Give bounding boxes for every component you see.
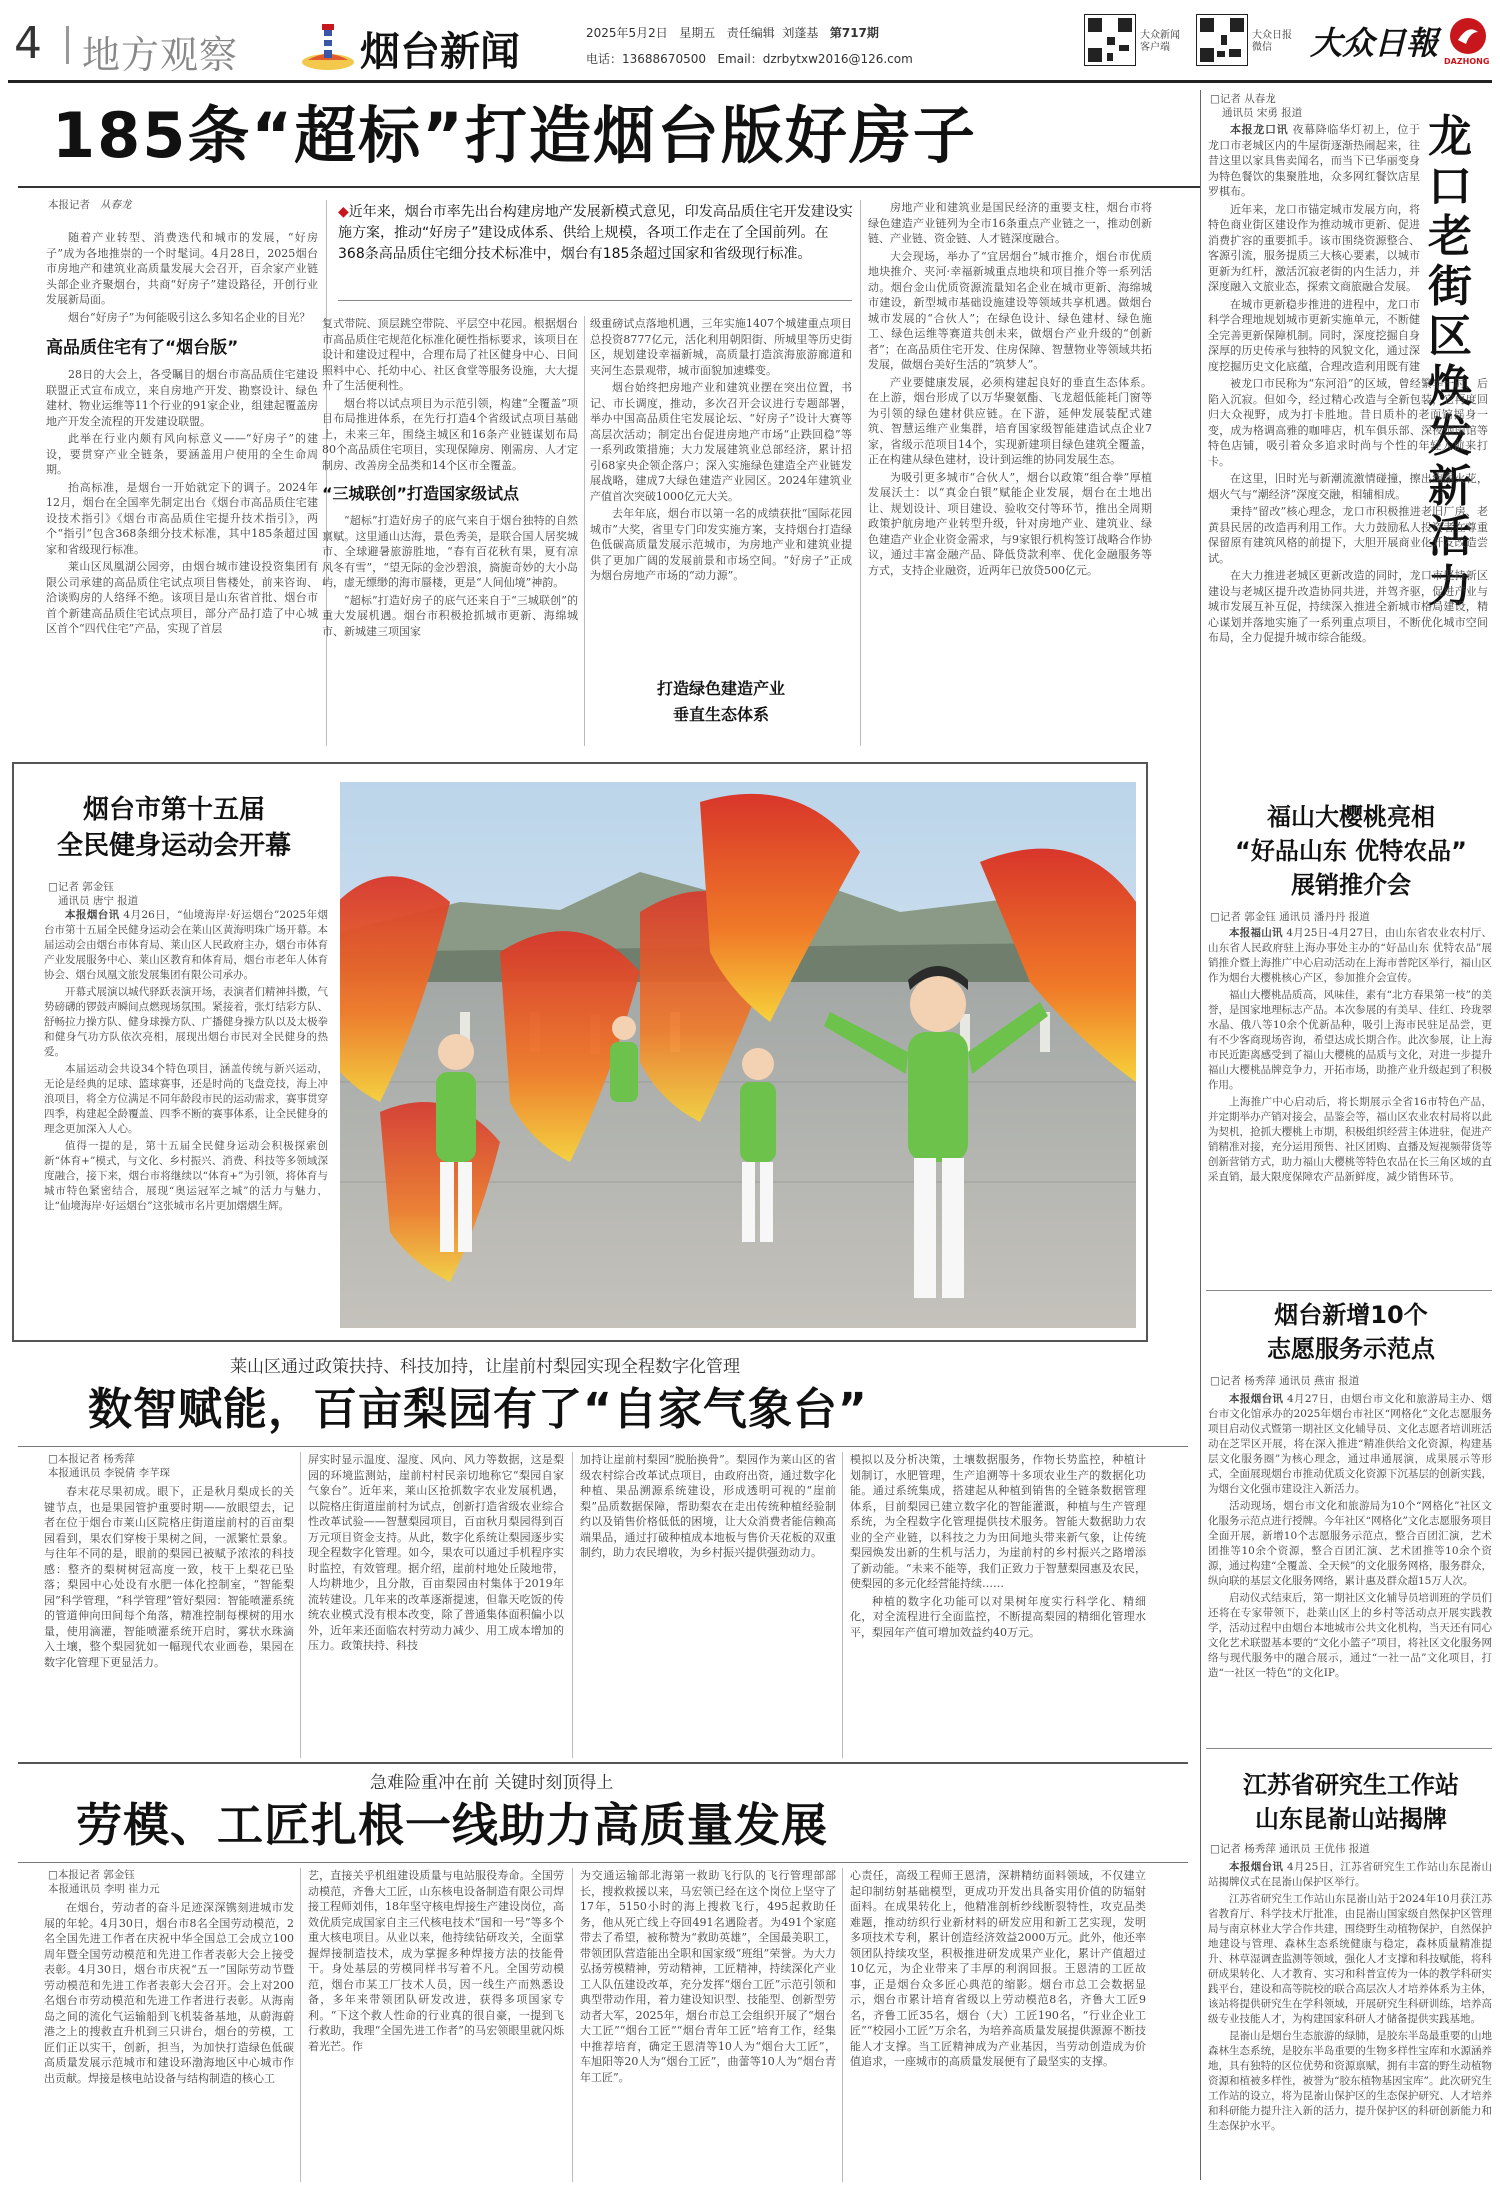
headline-line: “好品山东 优特农品” xyxy=(1235,837,1467,865)
article2-byline xyxy=(1210,92,1410,120)
paragraph xyxy=(1208,926,1492,986)
newspaper-logo: 大众日報 xyxy=(1310,24,1439,62)
contact-phone: 电话：13688670500 xyxy=(586,52,706,66)
masthead-rule xyxy=(8,80,1492,83)
column-divider xyxy=(300,1452,301,1758)
paragraph: 上海推广中心启动后，将长期展示全省16市特色产品，并定期举办产销对接会，品鉴会等，福山区农业农村局将以此为契机，抢抓大樱桃上市期，积极组织经营主体进驻，促进产销精准对接，充分运用预售、社区团购、直播及短视频带货等创新营销方式，助力福山大樱桃等特色农品在长三角区域的直采直销，最大限度保障农产品新鲜度，减少销售环节。 xyxy=(1208,1096,1492,1183)
article1-byline xyxy=(48,198,132,212)
paragraph xyxy=(1208,1392,1492,1497)
subheading: “三城联创”打造国家级试点 xyxy=(322,484,520,503)
paragraph xyxy=(44,908,328,983)
article6-byline xyxy=(48,1452,170,1480)
paragraph: 被龙口市民称为“东河沿”的区域，曾经繁华一时，后陷入沉寂。但如今，经过精心改造与全新包装，它再度回归大众视野，成为打卡胜地。昔日质朴的老面馆摇身一变，成为格调高雅的咖啡店，机车俱乐部、深夜烟雨馆等特色店铺，吸引着众多追求时尚与个性的年轻人前来打卡。 xyxy=(1208,377,1488,468)
paragraph: 在城市更新稳步推进的进程中，龙口市科学合理地规划城市更新实施单元，不断健全完善更新保障机制。同时，深度挖掘自身深厚的历史传承与独特的风貌文化，通过深度挖掘历史文化底蕴，合理改造利用既有建 xyxy=(1208,297,1420,372)
article7-col1 xyxy=(44,1900,294,2182)
paragraph: 心责任，高级工程师王恩清，深耕精纺面料领域，不仅建立起印制纺射基础模型，更成功开发出具备实用价值的防辐射面料。在成果转化上，他精准剖析纱线断裂特性，攻克品类难题，推动纺织行业新材料的研发应用和新工艺实现，发明多项技术专利，累计创造经济效益2000万元。此外，他还率领团队持续攻坚，积极推进研发成果产业化，累计产值超过10亿元，为企业带来了丰厚的利润回报。王恩清的工匠故事，正是烟台众多匠心典范的缩影。烟台市总工会数据显示，烟台市累计培育省级以上劳动模范8名，齐鲁大工匠9名，齐鲁工匠35名，烟台（大）工匠190名，“行业企业工匠”“校园小工匠”万余名，为培养高质量发展提供源源不断技能人才支撑。当工匠精神成为产业基因，当劳动创造成为价值追求，一座城市的高质量发展便有了最坚实的支撑。 xyxy=(850,1869,1146,2068)
paragraph: 为交通运输部北海第一救助飞行队的飞行管理部部长，搜救救援以来，马宏领已经在这个岗位上坚守了17年，5150小时的海上搜救飞行，495起救助任务，他从死亡线上夺回491名遇险者。为491个家庭带去了希望，被称赞为“救助英雄”，全国最美职工，带领团队营造能出全职和国家级“班组”荣誉。为大力弘扬劳模精神，劳动精神，工匠精神，持续深化产业工人队伍建设改革，充分发挥“烟台工匠”示范引领和典型带动作用，着力建设知识型、技能型、创新型劳动者大军，2025年，烟台市总工会组织开展了“烟台大工匠”“烟台工匠”“烟台青年工匠”培育工作，经集中推荐培育，确定王恩清等10人为“烟台大工匠”，车旭阳等20人为“烟台工匠”，曲蕾等10人为“烟台青年工匠”。 xyxy=(580,1869,836,2084)
paragraph: 此举在行业内颇有风向标意义——“好房子”的建设，要贯穿产业全链条，要涵盖用户使用的全生命周期。 xyxy=(46,432,318,476)
article8-body xyxy=(1208,1860,1492,2182)
paragraph: 在这里，旧时光与新潮流激情碰撞，擦出绚丽火花，烟火气与“潮经济”深度交融，相辅相成。 xyxy=(1208,472,1488,501)
paragraph: 模拟以及分析决策，土壤数据服务，作物长势监控，种植计划制订，水肥管理，生产追溯等十多项农业生产的数据化功能。通过系统集成，搭建起从种植到销售的全链条数据管理体系，目前梨园已建立数字化的智能灌溉，种植与生产管理系统，为全程数字化管理提供技术服务。智能大数据助力农业的全产业链，以科技之力为田间地头带来新气象，让传统梨园焕发出新的生机与活力，为崖前村的乡村振兴之路增添了新动能。“未来不能等，我们正致力于智慧梨园惠及农民，使梨园的多元化经营能持续…… xyxy=(850,1453,1146,1590)
article6-col4 xyxy=(850,1452,1146,1758)
masthead-info xyxy=(586,26,879,40)
paragraph: 种植的数字化功能可以对果树年度实行科学化、精细化，对全流程进行全面监控，不断提高梨园的精细化管理水平，梨园年产值可增加效益约40万元。 xyxy=(850,1594,1146,1639)
paragraph-text: 夜幕降临华灯初上，位于龙口市老城区内的牛屋街逐渐热闹起来，往昔这里以家具售卖闻名，而当下已华丽变身为特色餐饮的集聚胜地，众多网红餐饮店星罗棋布。 xyxy=(1208,123,1420,198)
article5-body xyxy=(1208,1392,1492,1740)
headline-line: 烟台市第十五届 xyxy=(82,795,265,825)
paragraph: 昆嵛山是烟台生态旅游的绿肺，是胶东半岛最重要的山地森林生态系统，是胶东半岛重要的生物多样性宝库和水源涵养地，具有独特的区位优势和资源禀赋，拥有丰富的野生动植物资源和植被多样性，被誉为“胶东植物基因宝库”。此次研究生工作站的设立，将为昆嵛山保护区的生态保护研究、人才培养和科研能力提升注入新的活力，提升保护区的科研创新能力和生态保护水平。 xyxy=(1208,2030,1492,2132)
paragraph: 屏实时显示温度、湿度、风向、风力等数据，这是梨园的环境监测站，崖前村村民亲切地称它“梨园自家气象台”。近年来，莱山区抢抓数字农业发展机遇，以院格庄街道崖前村为试点，创新打造省级农业综合性改革试验——智慧梨园项目，百亩秋月梨园得到百万元项目资金支持。从此，数字化系统让梨园逐步实现全程数字化管理。如今，果农可以通过手机程序实时监控，有效管理。据介绍，崖前村地处丘陵地带，人均耕地少，且分散，百亩梨园由村集体于2019年流转建设。几年来的改革逐渐提速，但靠天吃饭的传统农业模式没有根本改变，除了普通集体面积偏小以外，近年来还面临农村劳动力减少、用工成本增加的压力。政策扶持、科技 xyxy=(308,1453,564,1652)
editor-label: 责任编辑 xyxy=(726,26,775,40)
paragraph: 房地产业和建筑业是国民经济的重要支柱，烟台市将绿色建造产业链列为全市16条重点产业链之一，推动创新链、产业链、资金链、人才链深度融合。 xyxy=(868,201,1152,245)
article6-col3 xyxy=(580,1452,836,1758)
article8-byline: □记者 杨秀萍 通讯员 王优伟 报道 xyxy=(1210,1843,1370,1855)
reporter-label: 本报记者 xyxy=(48,199,90,211)
article3-body xyxy=(44,908,328,1326)
paragraph: 为吸引更多城市“合伙人”，烟台以政策“组合拳”厚植发展沃土：以“真金白银”赋能企业发展，烟台在土地出让、规划设计、项目建设、验收交付等环节，推出全周期政策护航房地产业转型升级，针对房地产业、建筑业、绿色建造产业企业资金需求，与9家银行机构签订战略合作协议，通过丰富金融产品、降低贷款利率、优化金融服务等方式，支持企业融资，近两年已放贷500亿元。 xyxy=(868,470,1152,577)
paragraph: 复式带院、顶层跳空带院、平层空中花园。根据烟台市高品质住宅规范化标准化硬性指标要求，该项目在设计和建设过程中，合理布局了社区健身中心、日间照料中心、托幼中心、社区食堂等服务设施，大大提升了生活便利性。 xyxy=(322,317,578,392)
paragraph: 近年来，龙口市锚定城市发展方向，将特色商业街区建设作为推动城市更新、促进消费扩容的重要抓手。该市围绕资源整合、客源引流，服务提质三大核心要素，以城市更新为红杆，激活沉寂老街的内生活力，并深度融入文旅业态，探索文商旅融合发展。 xyxy=(1208,202,1420,293)
issue-weekday: 星期五 xyxy=(679,26,716,40)
article6-headline: 数智赋能，百亩梨园有了“自家气象台” xyxy=(88,1384,868,1435)
reporter-line: 本报通讯员 李明 崔力元 xyxy=(48,1883,160,1895)
paragraph: 福山大樱桃品质高，风味佳，素有“北方春果第一枝”的美誉，是国家地理标志产品。本次参展的有美早、佳红、玲珑翠水晶、俄八等10余个优新品种，吸引上海市民驻足品尝，更有不少客商现场咨询，希望达成长期合作。此次参展，让上海市民近距离感受到了福山大樱桃的品质与文化，对进一步提升福山大樱桃品牌竞争力，开拓市场，助推产业升级起到了积极作用。 xyxy=(1208,989,1492,1091)
paragraph-text: 4月27日，由烟台市文化和旅游局主办、烟台市文化馆承办的2025年烟台市社区“网格化”文化志愿服务项目启动仪式暨第一期社区文化辅导员、文化志愿者培训班活动在芝罘区开展，将在深入推进“精准供给文化资源，构建基层文化服务圈”为核心理念，通过串通展演，成果展示等形式，全面展现烟台市推动优质文化资源下沉基层的创新实践，为烟台文化强市建设注入新活力。 xyxy=(1208,1393,1492,1495)
subheading: 高品质住宅有了“烟台版” xyxy=(46,338,239,358)
article4-headline xyxy=(1206,800,1496,902)
reporter-line: □记者 从春龙 xyxy=(1210,93,1276,105)
article7-rule xyxy=(18,1862,1188,1863)
headline-line: 全民健身运动会开幕 xyxy=(56,831,291,861)
article8-headline xyxy=(1206,1768,1496,1836)
paragraph: 艺，直接关乎机组建设质量与电站服役寿命。全国劳动模范，齐鲁大工匠，山东核电设备制造有限公司焊接工程师刘伟，18年坚守核电焊接生产建设岗位，高效优质完成国家自主三代核电技术“国和一号”等多个重大核电项目。从业以来，他持续钻研攻关，全面掌握焊接制造技术，成为掌握多种焊接方法的技能骨干。身处基层的劳模同样书写着不凡。全国劳动模范，烟台市某工厂技术人员，因一线生产而熟悉设备，多年来带领团队研发改进，获得多项国家专利。“下这个救人性命的行业真的很自豪，一提到飞行救助，我理“全国先进工作者”的马宏领眼里就闪烁着光芒。作 xyxy=(308,1869,564,2053)
paragraph: 江苏省研究生工作站山东昆嵛山站于2024年10月获江苏省教育厅、科学技术厅批准，由昆嵛山国家级自然保护区管理局与南京林业大学合作共建，围绕野生动植物保护，自然保护地建设与管理、森林生态系统健康与稳定，森林质量精准提升、林草湿调查监测等领域，强化人才支撑和科技赋能，将科研成果转化、人才教育、实习和科普宣传为一体的教学科研实践平台，建设和高等院校的联合高层次人才培养体系为主体，该站将提供研究生在学科领域，开展研究生科研训练，培养高级专业技能人才，为构建国家科研人才储备提供实践基地。 xyxy=(1208,1893,1492,2025)
headline-line: 志愿服务示范点 xyxy=(1267,1335,1435,1363)
article4-byline: □记者 郭金钰 通讯员 潘丹丹 报道 xyxy=(1210,911,1370,923)
qr-code-icon xyxy=(1084,14,1136,66)
paragraph: 大会现场，举办了“宜居烟台”城市推介，烟台市优质地块推介、夹河·幸福新城重点地块和项目推介等一系列活动。烟台金山优质资源流量知名企业在城市更新、海绵城市建设，新型城市基础设施建设等领域共享机遇。做烟台城市发展的“合伙人”；在绿色设计、绿色建材、绿色施工、绿色运维等赛道共创未来，做烟台产业升级的“创新者”；在高品质住宅开发、住房保障、智慧物业等领域共拓发展，做烟台美好生活的“筑梦人”。 xyxy=(868,249,1152,371)
reporter-line: □本报记者 郭金钰 xyxy=(48,1869,135,1881)
article1-col4 xyxy=(868,200,1152,748)
fitness-ceremony-photo xyxy=(340,782,1136,1328)
page-number: 4 xyxy=(14,18,42,69)
article3-byline xyxy=(48,880,138,908)
article1-col3 xyxy=(590,316,852,656)
column-divider xyxy=(842,1868,843,2182)
masthead-contact xyxy=(586,52,913,66)
article5-headline xyxy=(1206,1298,1496,1366)
column-divider xyxy=(572,1452,573,1758)
paragraph: 烟台“好房子”为何能吸引这么多知名企业的目光？ xyxy=(68,310,311,324)
reporter-line: 本报通讯员 李锐倩 李芊琛 xyxy=(48,1467,171,1479)
paragraph-text: 4月25日-4月27日，由山东省农业农村厅、山东省人民政府驻上海办事处主办的“好品山东 优特农品”展销推介暨上海推广中心启动活动在上海市普陀区举行，福山区作为烟台大樱桃核心产区，参加推介会宣传。 xyxy=(1208,927,1492,984)
section-name: 地方观察 xyxy=(82,33,239,77)
article7-headline: 劳模、工匠扎根一线助力高质量发展 xyxy=(76,1798,828,1852)
paragraph: 级重磅试点落地机遇，三年实施1407个城建重点项目总投资8777亿元，活化利用朝阳街、所城里等历史街区，规划建设幸福新城，高质量打造滨海旅游廊道和夹河生态景观带，城市面貌加速蝶变。 xyxy=(590,317,852,377)
article6-rule xyxy=(18,1446,1188,1447)
paragraph: 莱山区凤凰湖公园旁，由烟台城市建设投资集团有限公司承建的高品质住宅试点项目售楼处，前来咨询、洽谈购房的人络绎不绝。该项目是山东省首批、烟台市首个新建高品质住宅试点项目，部分产品打造了中心城区首个“四代住宅”产品，实现了首层 xyxy=(46,560,318,635)
lead-marker-icon: ◆ xyxy=(338,204,349,220)
paragraph: 开幕式展演以城代驿跃表演开场，表演者们精神抖擞，气势磅礴的锣鼓声瞬间点燃现场氛围。紧接着，张灯结彩方队、舒畅拉力操方队、健身球操方队、广播健身操方队以及太极拳和健身气功方队依次亮相，展现出烟台市民对全民健身的热爱。 xyxy=(44,986,328,1058)
reporter-line: □记者 郭金钰 xyxy=(48,881,114,893)
article1-col1 xyxy=(46,230,318,750)
paragraph: 28日的大会上，各受瞩目的烟台市高品质住宅建设联盟正式宣布成立，来自房地产开发、勘察设计、绿色建材、物业运维等11个行业的91家企业，组建起覆盖房地产开发全流程的开发建设联盟。 xyxy=(46,368,318,428)
reporter-line: □本报记者 杨秀萍 xyxy=(48,1453,135,1465)
paragraph xyxy=(1208,122,1420,200)
article3-headline xyxy=(24,792,324,864)
headline-line: 山东昆嵛山站揭牌 xyxy=(1255,1805,1447,1833)
paragraph: 活动现场，烟台市文化和旅游局为10个“网格化”社区文化服务示范点进行授牌。今年社区“网格化”文化志愿服务项目全面开展，新增10个志愿服务示范点，整合百团汇演，艺术团推等10余个资源，整合百团汇演、艺术团推等10余个资源，通过构建“全覆盖、全天候”的文化服务网格，服务群众，纵向联的基层文化服务网络，累计惠及群众超15万人次。 xyxy=(1208,1500,1492,1587)
region-title: 烟台新闻 xyxy=(360,29,520,75)
headline-line: 烟台新增10个 xyxy=(1274,1301,1428,1329)
article5-byline: □记者 杨秀萍 通讯员 燕宙 报道 xyxy=(1210,1375,1360,1387)
headline-line: 江苏省研究生工作站 xyxy=(1243,1771,1459,1799)
lead-rule xyxy=(338,300,852,301)
section-rule xyxy=(1206,1290,1492,1291)
dateline: 本报烟台讯 xyxy=(1229,1393,1284,1405)
newspaper-logo-en: DAZHONG xyxy=(1444,57,1490,66)
paragraph: 加持让崖前村梨园“脱胎换骨”。梨园作为莱山区的省级农村综合改革试点项目，由政府出资，通过数字化种植、果品溯源系统建设，形成透明可视的“崖前梨”品质数据保障，帮助梨农在走出传统种植经验制约以及销售价格低低的困境，让大众消费者能信赖高端果品，通过打破种植成本地板与售价天花板的双重制约，助力农民增收，为乡村振兴提供强劲动力。 xyxy=(580,1453,836,1559)
article2-headline: 龙口老街区焕发新活力 xyxy=(1428,111,1472,612)
article1-col2 xyxy=(322,316,578,748)
paragraph: 本届运动会共设34个特色项目，涵盖传统与新兴运动，无论是经典的足球、篮球赛事，还是时尚的飞盘竞技，海上冲浪项目，将全方位满足不同年龄段市民的运动需求，赛事贯穿四季，构建起全龄覆盖、四季不断的赛事体系，让全民健身的理念更加深入人心。 xyxy=(44,1063,328,1135)
paragraph: 秉持“留改”核心理念，龙口市积极推进老旧厂房、老黄县民居的改造再利用工作。大力鼓励私人投资者在尊重保留原有建筑风格的前提下，大胆开展商业化开发改造尝试。 xyxy=(1208,505,1488,565)
section-rule xyxy=(18,1762,1188,1764)
paragraph: 启动仪式结束后，第一期社区文化辅导员培训班的学员们还将在专家带领下，赴莱山区上的乡村等活动点开展实践教学，活动过程中由烟台本地城市公共文化机构，当天还有同心文化艺术联盟基本要的“文化小篮子”项目，将社区文化服务网络与现代服务中的融合展示，通过“一社一品”文化项目，打造“一社区一特色”的文化IP。 xyxy=(1208,1592,1492,1679)
masthead-divider xyxy=(66,26,69,64)
article7-col4 xyxy=(850,1868,1146,2182)
article7-kicker: 急难险重冲在前 关键时刻顶得上 xyxy=(370,1773,614,1793)
paragraph: 抬高标准，是烟台一开始就定下的调子。2024年12月，烟台在全国率先制定出台《烟台市高品质住宅建设技术指引》《烟台市高品质住宅提升技术指引》，两个“指引”包含368条细分技术标准，其中185条超过国家和省级现行标准。 xyxy=(46,480,318,556)
correspondent-line: 通讯员 唐宁 报道 xyxy=(58,895,139,907)
qr2-caption: 大众日报微信 xyxy=(1252,30,1292,53)
paragraph: 春末花尽果初成。眼下，正是秋月梨成长的关键节点，也是果园管护重要时期——放眼望去，记者在位于烟台市莱山区院格庄街道崖前村的百亩梨园看到，果农们穿梭于果树之间，一派繁忙景象。与往年不同的是，眼前的梨园已被赋予浓浓的科技感：整齐的梨树树冠高度一致，枝干上梨花已坠落；梨园中心处设有水肥一体化控制室，“智能梨园”科学管理，“科学管理”管好梨园：智能喷灌系统的管道伸向田间每个角落，精准控制每棵树的用水量，使用滴灌，智能喷灌系统开启时，雾状水珠滴入土壤，整个梨园犹如一幅现代农业画卷，果园在数字化管理下更显活力。 xyxy=(44,1485,294,1669)
article6-col1 xyxy=(44,1484,294,1758)
subheading xyxy=(590,676,852,728)
correspondent-line: 通讯员 宋勇 报道 xyxy=(1222,107,1303,119)
qr-code-icon xyxy=(1196,14,1248,66)
article1-lead xyxy=(338,202,854,320)
headline-line: 展销推介会 xyxy=(1291,871,1411,899)
editor-name: 刘蓬基 xyxy=(782,26,819,40)
subheading-line: 垂直生态体系 xyxy=(672,705,769,724)
issue-number: 第717期 xyxy=(829,26,879,40)
dateline: 本报烟台讯 xyxy=(1229,1861,1284,1873)
column-divider xyxy=(842,1452,843,1758)
article2-body-cont xyxy=(1208,376,1488,766)
paragraph: 产业要健康发展，必须构建起良好的垂直生态体系。在上游，烟台形成了以万华聚氨酯、飞龙超低能耗门窗等为引领的绿色建材供应链。在下游，延伸发展装配式建筑、智慧运维产业集群，培育国家级智能建造试点企业7家，省级示范项目14个，实现新建项目绿色建筑全覆盖，正在构建从绿色建材，设计到运维的协同发展生态。 xyxy=(868,375,1152,466)
newspaper-emblem-icon xyxy=(1448,16,1488,56)
dateline: 本报烟台讯 xyxy=(65,909,120,921)
dateline: 本报福山讯 xyxy=(1229,927,1283,939)
paragraph: 在大力推进老城区更新改造的同时，龙口市坚持新区建设与老城区提升改造协同共进，并驾齐驱，促进产业与城市发展互补互促，持续深入推进全新城市格局建设，精心谋划并落地实施了一系列重点项目，不断优化城市空间布局，全力促提升城市综合能级。 xyxy=(1208,569,1488,644)
subheading-line: 打造绿色建造产业 xyxy=(656,679,785,698)
paragraph: 烟台将以试点项目为示范引领，构建“全覆盖”项目布局推进体系，在先行打造4个省级试点项目基础上，未来三年，围绕主城区和16条产业链谋划布局80个高品质住宅项目，实现保障房、刚需房、人才定制房、改善房全品类和14个区市全覆盖。 xyxy=(322,396,578,472)
article6-kicker: 莱山区通过政策扶持、科技加持，让崖前村梨园实现全程数字化管理 xyxy=(230,1357,740,1377)
column-divider xyxy=(584,316,585,746)
paragraph: “超标”打造好房子的底气来自于烟台独特的自然禀赋。这里通山达海，景色秀美，是联合国人居奖城市、全球避暑旅游胜地，“春有百花秋有果，夏有凉风冬有雪”，“望无际的金沙碧浪，旖旎奇妙的大小岛屿，虚无缥缈的海市蜃楼，更是“人间仙境”神韵。 xyxy=(322,514,578,589)
article1-rule xyxy=(18,186,1200,188)
issue-date: 2025年5月2日 xyxy=(586,26,668,40)
lead-text: 近年来，烟台市率先出台构建房地产发展新模式意见，印发高品质住宅开发建设实施方案，推动“好房子”建设成体系、供给上规模，各项工作走在了全国前列。在368条高品质住宅细分技术标准中，烟台有185条超过国家和省级现行标准。 xyxy=(338,204,853,262)
article7-col3 xyxy=(580,1868,836,2182)
article1-headline: 185条“超标”打造烟台版好房子 xyxy=(52,99,977,172)
headline-line: 福山大樱桃亮相 xyxy=(1267,803,1435,831)
reporter-name: 从春龙 xyxy=(100,199,132,211)
section-rule xyxy=(1206,1748,1492,1749)
column-divider xyxy=(572,1868,573,2182)
article2-body xyxy=(1208,122,1420,372)
paragraph-text: 4月26日，“仙境海岸·好运烟台”2025年烟台市第十五届全民健身运动会在莱山区黄海明珠广场开幕。本届运动会由烟台市体育局、莱山区人民政府主办，烟台市体育产业发展服务中心、莱山区教育和体育局，烟台市老年人体育协会、烟台凤凰文旅发展集团有限公司承办。 xyxy=(44,909,328,981)
paragraph: 烟台始终把房地产业和建筑业摆在突出位置，书记、市长调度，推动，多次召开会议进行专题部署，举办中国高品质住宅发展论坛、“好房子”设计大赛等高层次活动；制定出台促进房地产市场“止跌回稳”等一系列政策措施；大力发展建筑业总部经济，累计招引68家央企领企落户；深入实施绿色建造全产业链发展战略，建成7大绿色建造产业园区。2024年建筑业产值首次突破1000亿元大关。 xyxy=(590,381,852,503)
paragraph: “超标”打造好房子的底气还来自于“三城联创”的重大发展机遇。烟台市积极抢抓城市更新、海绵城市、新城建三项国家 xyxy=(322,593,578,638)
qr1-caption: 大众新闻客户端 xyxy=(1140,30,1180,53)
paragraph: 在烟台，劳动者的奋斗足迹深深镌刻进城市发展的年轮。4月30日，烟台市8名全国劳动模范，2名全国先进工作者在庆祝中华全国总工会成立100周年暨全国劳动模范和先进工作者表彰大会上接受表彰。4月30日，烟台市庆祝“五一”国际劳动节暨劳动模范和先进工作者表彰大会召开。会上对200名烟台市劳动模范和先进工作者进行表彰。从海南岛之间的流化气运输船到飞机装备基地，从蔚海蔚港之上的搜救直升机到三只讲台，烟台的劳模，工匠们正以实干，创新，担当，为加快打造绿色低碳高质量发展示范城市和建设环渤海地区中心城市作出贡献。焊接是核电站设备与结构制造的核心工 xyxy=(44,1901,294,2085)
lighthouse-logo-icon xyxy=(300,18,356,72)
column-divider xyxy=(300,1868,301,2182)
paragraph: 去年年底，烟台市以第一名的成绩获批“国际花园城市”大奖，省里专门印发实施方案，支持烟台打造绿色低碳高质量发展示范城市，为房地产业和建筑业提供了更加广阔的发展前景和市场空间。“好房子”正成为烟台房地产市场的“动力源”。 xyxy=(590,507,852,582)
article7-col2 xyxy=(308,1868,564,2182)
article6-col2 xyxy=(308,1452,564,1758)
paragraph xyxy=(1208,1860,1492,1890)
column-divider xyxy=(860,200,861,746)
paragraph: 值得一提的是，第十五届全民健身运动会积极探索创新“体育+”模式，与文化、乡村振兴、消费、科技等多领域深度融合，接下来，烟台市将继续以“体育+”为引领，将体育与城市特色紧密结合，展现“奥运冠军之城”的活力与魅力，让“仙境海岸·好运烟台”这张城市名片更加熠熠生辉。 xyxy=(44,1140,328,1212)
article4-body xyxy=(1208,926,1492,1288)
contact-email: Email：dzrbytxw2016@126.com xyxy=(717,52,913,66)
paragraph: 随着产业转型、消费迭代和城市的发展，“好房子”成为各地推崇的一个时髦词。4月28日，2025烟台市房地产和建筑业高质量发展大会召开，百余家产业链头部企业齐聚烟台，共商“好房子”建设路径，开创行业发展新局面。 xyxy=(46,231,318,306)
masthead xyxy=(0,0,1500,80)
paragraph-text: 4月25日，江苏省研究生工作站山东昆嵛山站揭牌仪式在昆嵛山保护区举行。 xyxy=(1208,1861,1492,1888)
dateline: 本报龙口讯 xyxy=(1230,123,1289,136)
column-divider xyxy=(1200,90,1201,2180)
article7-byline xyxy=(48,1868,160,1896)
